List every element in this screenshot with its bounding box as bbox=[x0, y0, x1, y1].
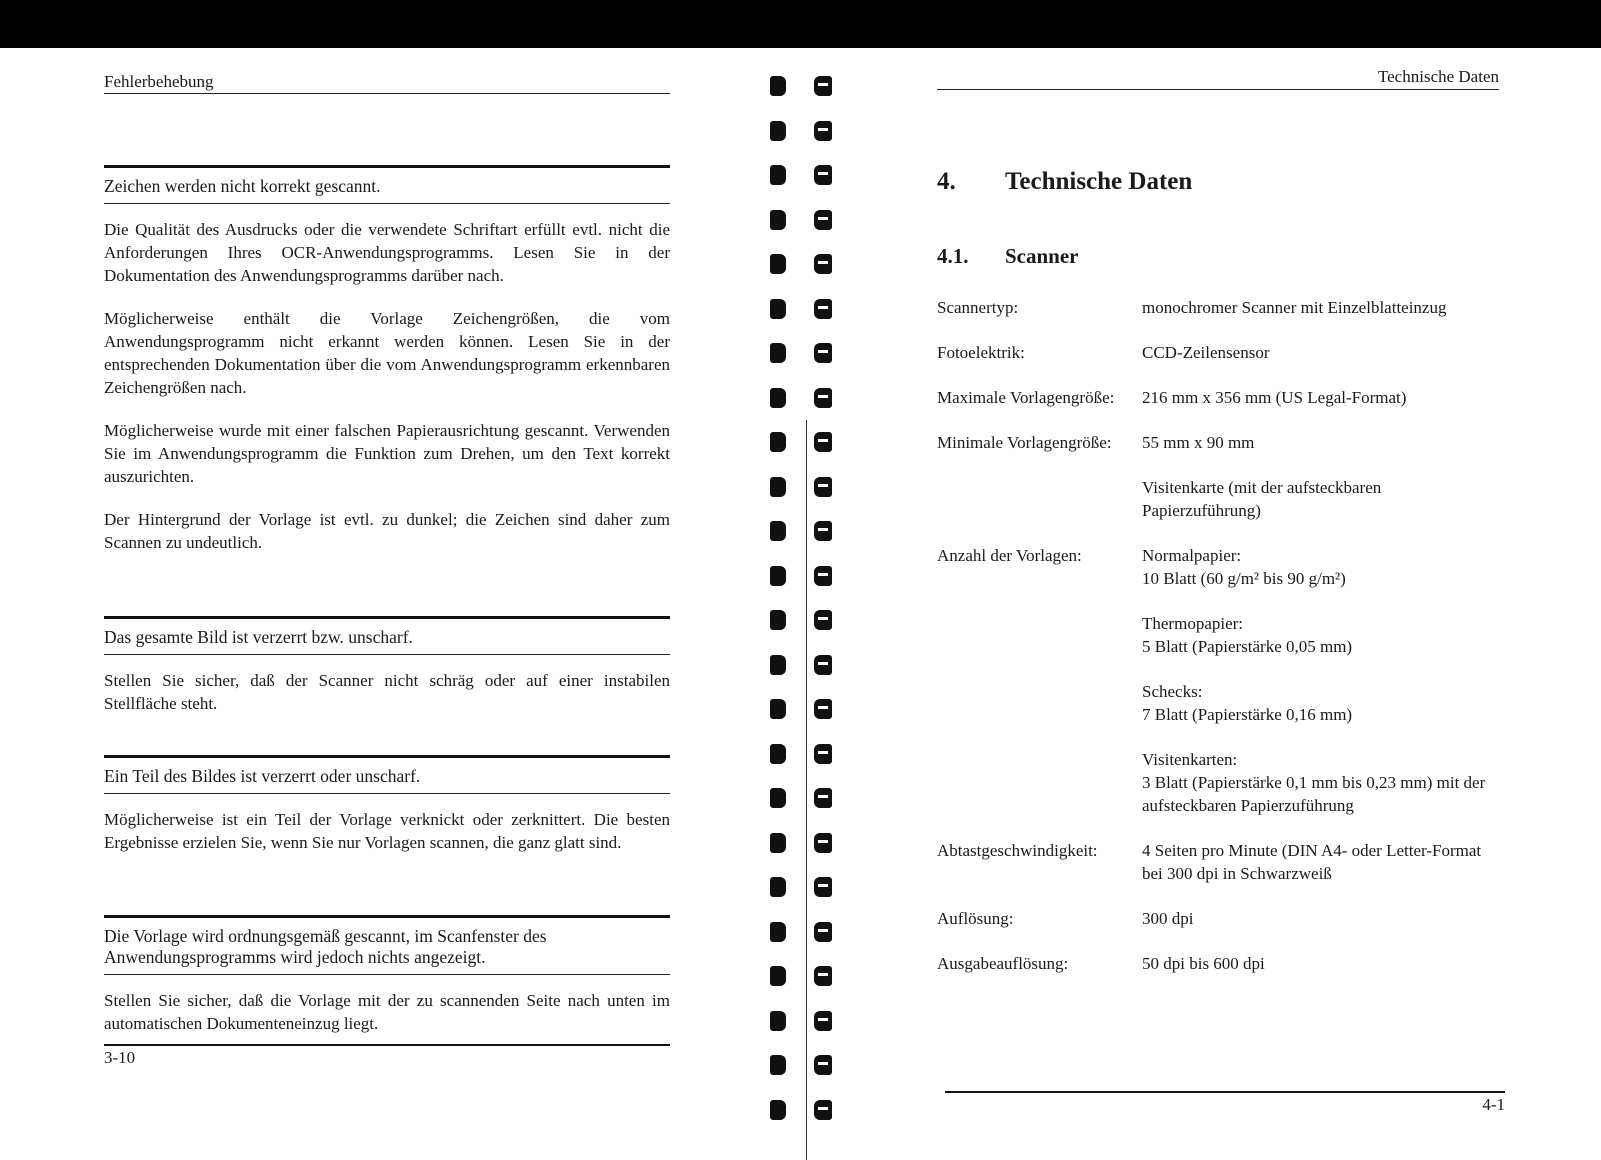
spec-table bbox=[937, 296, 1497, 997]
spec-value-line: 50 dpi bis 600 dpi bbox=[1142, 954, 1265, 973]
ring-left-hole bbox=[770, 299, 786, 319]
ring-left-hole bbox=[770, 521, 786, 541]
spiral-ring bbox=[770, 566, 792, 586]
spiral-ring bbox=[770, 699, 792, 719]
spec-row bbox=[937, 431, 1497, 544]
spine-line bbox=[806, 420, 807, 1160]
ring-right-hole bbox=[814, 299, 832, 319]
ring-left-hole bbox=[770, 833, 786, 853]
scan-top-border bbox=[0, 0, 1601, 48]
ring-left-hole bbox=[770, 922, 786, 942]
ring-left-hole bbox=[770, 877, 786, 897]
ring-left-hole bbox=[770, 210, 786, 230]
section-paragraph: Möglicherweise ist ein Teil der Vorlage verknickt oder zerknittert. Die besten Ergebnisse erzielen Sie, wenn Sie nur Vorlagen scannen, die ganz glatt sind. bbox=[104, 810, 670, 852]
troubleshooting-section bbox=[104, 165, 670, 554]
chapter-title-text: Technische Daten bbox=[1005, 168, 1193, 195]
spec-row bbox=[937, 839, 1497, 907]
page-number-left: 3-10 bbox=[104, 1044, 670, 1068]
spiral-ring bbox=[770, 165, 792, 185]
chapter-title bbox=[937, 168, 1192, 196]
spiral-ring bbox=[770, 1100, 792, 1120]
spec-value-line: Normalpapier: 10 Blatt (60 g/m² bis 90 g/m²) bbox=[1142, 546, 1346, 588]
spiral-ring bbox=[770, 343, 792, 363]
spec-value bbox=[1142, 952, 1497, 997]
spec-value bbox=[1142, 907, 1497, 952]
spec-value bbox=[1142, 296, 1497, 341]
spec-key: Auflösung: bbox=[937, 909, 1014, 928]
ring-right-hole bbox=[814, 966, 832, 986]
spec-key: Maximale Vorlagengröße: bbox=[937, 388, 1115, 407]
spiral-ring bbox=[770, 121, 792, 141]
spec-value bbox=[1142, 341, 1497, 386]
spec-value-line: Schecks: 7 Blatt (Papierstärke 0,16 mm) bbox=[1142, 682, 1353, 724]
spec-row bbox=[937, 952, 1497, 997]
spiral-ring bbox=[770, 1055, 792, 1075]
spiral-ring bbox=[770, 966, 792, 986]
ring-left-hole bbox=[770, 655, 786, 675]
spiral-ring bbox=[770, 655, 792, 675]
spec-key: Minimale Vorlagengröße: bbox=[937, 433, 1112, 452]
spec-value-line: Thermopapier: 5 Blatt (Papierstärke 0,05 mm) bbox=[1142, 614, 1353, 656]
section-heading: Das gesamte Bild ist verzerrt bzw. unscharf. bbox=[104, 619, 670, 655]
ring-left-hole bbox=[770, 1100, 786, 1120]
running-head-left: Fehlerbehebung bbox=[104, 72, 670, 94]
spec-value-line: 216 mm x 356 mm (US Legal-Format) bbox=[1142, 388, 1407, 407]
spec-key: Abtastgeschwindigkeit: bbox=[937, 841, 1098, 860]
ring-right-hole bbox=[814, 432, 832, 452]
spec-key: Fotoelektrik: bbox=[937, 343, 1025, 362]
spiral-ring bbox=[770, 610, 792, 630]
spiral-ring bbox=[770, 477, 792, 497]
ring-left-hole bbox=[770, 788, 786, 808]
spec-row bbox=[937, 341, 1497, 386]
ring-right-hole bbox=[814, 165, 832, 185]
spec-value-line: monochromer Scanner mit Einzelblatteinzug bbox=[1142, 298, 1447, 317]
ring-right-hole bbox=[814, 121, 832, 141]
ring-left-hole bbox=[770, 1011, 786, 1031]
ring-right-hole bbox=[814, 877, 832, 897]
ring-left-hole bbox=[770, 744, 786, 764]
ring-left-hole bbox=[770, 699, 786, 719]
section-heading: Die Vorlage wird ordnungsgemäß gescannt, im Scanfenster des Anwendungsprogramms wird jedoch nichts angezeigt. bbox=[104, 918, 670, 975]
ring-right-hole bbox=[814, 922, 832, 942]
spec-key: Ausgabeauflösung: bbox=[937, 954, 1069, 973]
ring-left-hole bbox=[770, 121, 786, 141]
ring-right-hole bbox=[814, 833, 832, 853]
spiral-ring bbox=[770, 1011, 792, 1031]
ring-right-hole bbox=[814, 699, 832, 719]
section-paragraph: Der Hintergrund der Vorlage ist evtl. zu dunkel; die Zeichen sind daher zum Scannen zu undeutlich. bbox=[104, 510, 670, 552]
spec-value bbox=[1142, 431, 1497, 544]
section-paragraph: Stellen Sie sicher, daß die Vorlage mit der zu scannenden Seite nach unten im automatischen Dokumenteneinzug liegt. bbox=[104, 991, 670, 1033]
troubleshooting-section bbox=[104, 616, 670, 715]
ring-right-hole bbox=[814, 521, 832, 541]
ring-right-hole bbox=[814, 655, 832, 675]
spiral-ring bbox=[770, 788, 792, 808]
section-heading: Ein Teil des Bildes ist verzerrt oder unscharf. bbox=[104, 758, 670, 794]
spiral-ring bbox=[770, 744, 792, 764]
running-head-right: Technische Daten bbox=[937, 67, 1499, 90]
spec-key: Anzahl der Vorlagen: bbox=[937, 546, 1082, 565]
ring-left-hole bbox=[770, 254, 786, 274]
spiral-ring bbox=[770, 76, 792, 96]
ring-left-hole bbox=[770, 388, 786, 408]
spiral-ring bbox=[770, 432, 792, 452]
ring-right-hole bbox=[814, 343, 832, 363]
spec-value bbox=[1142, 544, 1497, 839]
spiral-ring bbox=[770, 877, 792, 897]
section-heading: Zeichen werden nicht korrekt gescannt. bbox=[104, 168, 670, 204]
spec-key: Scannertyp: bbox=[937, 298, 1019, 317]
spiral-ring bbox=[770, 833, 792, 853]
spiral-ring bbox=[770, 388, 792, 408]
ring-left-hole bbox=[770, 566, 786, 586]
ring-left-hole bbox=[770, 1055, 786, 1075]
ring-left-hole bbox=[770, 343, 786, 363]
page-number-right: 4-1 bbox=[945, 1091, 1505, 1115]
ring-right-hole bbox=[814, 566, 832, 586]
spiral-ring bbox=[770, 922, 792, 942]
troubleshooting-section bbox=[104, 755, 670, 854]
ring-right-hole bbox=[814, 254, 832, 274]
ring-right-hole bbox=[814, 1100, 832, 1120]
spiral-ring bbox=[770, 210, 792, 230]
ring-left-hole bbox=[770, 432, 786, 452]
spec-row bbox=[937, 907, 1497, 952]
ring-left-hole bbox=[770, 966, 786, 986]
ring-right-hole bbox=[814, 76, 832, 96]
section-title bbox=[937, 244, 1079, 269]
spiral-ring bbox=[770, 521, 792, 541]
spec-value-line: 300 dpi bbox=[1142, 909, 1194, 928]
section-title-text: Scanner bbox=[1005, 244, 1079, 268]
spec-row bbox=[937, 296, 1497, 341]
ring-right-hole bbox=[814, 1011, 832, 1031]
section-paragraph: Möglicherweise wurde mit einer falschen Papierausrichtung gescannt. Verwenden Sie im Anwendungsprogramm die Funktion zum Drehen, um den Text korrekt auszurichten. bbox=[104, 421, 670, 486]
spec-value bbox=[1142, 386, 1497, 431]
ring-left-hole bbox=[770, 165, 786, 185]
section-number: 4.1. bbox=[937, 244, 969, 268]
spiral-ring bbox=[770, 254, 792, 274]
ring-left-hole bbox=[770, 76, 786, 96]
section-paragraph: Möglicherweise enthält die Vorlage Zeichengrößen, die vom Anwendungsprogramm nicht erkannt werden können. Lesen Sie in der entsprechenden Dokumentation über die vom Anwendungsprogramm erkennbaren Zeichengrößen nach. bbox=[104, 309, 670, 397]
spec-value-line: Visitenkarte (mit der aufsteckbaren Papierzuführung) bbox=[1142, 478, 1382, 520]
ring-left-hole bbox=[770, 610, 786, 630]
spec-row bbox=[937, 386, 1497, 431]
section-paragraph: Die Qualität des Ausdrucks oder die verwendete Schriftart erfüllt evtl. nicht die Anforderungen Ihres OCR-Anwendungsprogramms. Lesen Sie in der Dokumentation des Anwendungsprogramms darüber nach. bbox=[104, 220, 670, 285]
ring-right-hole bbox=[814, 210, 832, 230]
spec-value-line: 4 Seiten pro Minute (DIN A4- oder Letter-Format bei 300 dpi in Schwarzweiß bbox=[1142, 841, 1482, 883]
ring-right-hole bbox=[814, 388, 832, 408]
ring-right-hole bbox=[814, 610, 832, 630]
ring-right-hole bbox=[814, 744, 832, 764]
troubleshooting-section bbox=[104, 915, 670, 1035]
spiral-ring bbox=[770, 299, 792, 319]
spec-row bbox=[937, 544, 1497, 839]
ring-right-hole bbox=[814, 477, 832, 497]
spec-value bbox=[1142, 839, 1497, 907]
spec-value-line: CCD-Zeilensensor bbox=[1142, 343, 1270, 362]
ring-right-hole bbox=[814, 1055, 832, 1075]
spec-value-line: 55 mm x 90 mm bbox=[1142, 433, 1255, 452]
ring-right-hole bbox=[814, 788, 832, 808]
spec-value-line: Visitenkarten: 3 Blatt (Papierstärke 0,1 mm bis 0,23 mm) mit der aufsteckbaren Papierzuführung bbox=[1142, 750, 1486, 815]
ring-left-hole bbox=[770, 477, 786, 497]
section-paragraph: Stellen Sie sicher, daß der Scanner nicht schräg oder auf einer instabilen Stellfläche steht. bbox=[104, 671, 670, 713]
chapter-number: 4. bbox=[937, 168, 956, 195]
